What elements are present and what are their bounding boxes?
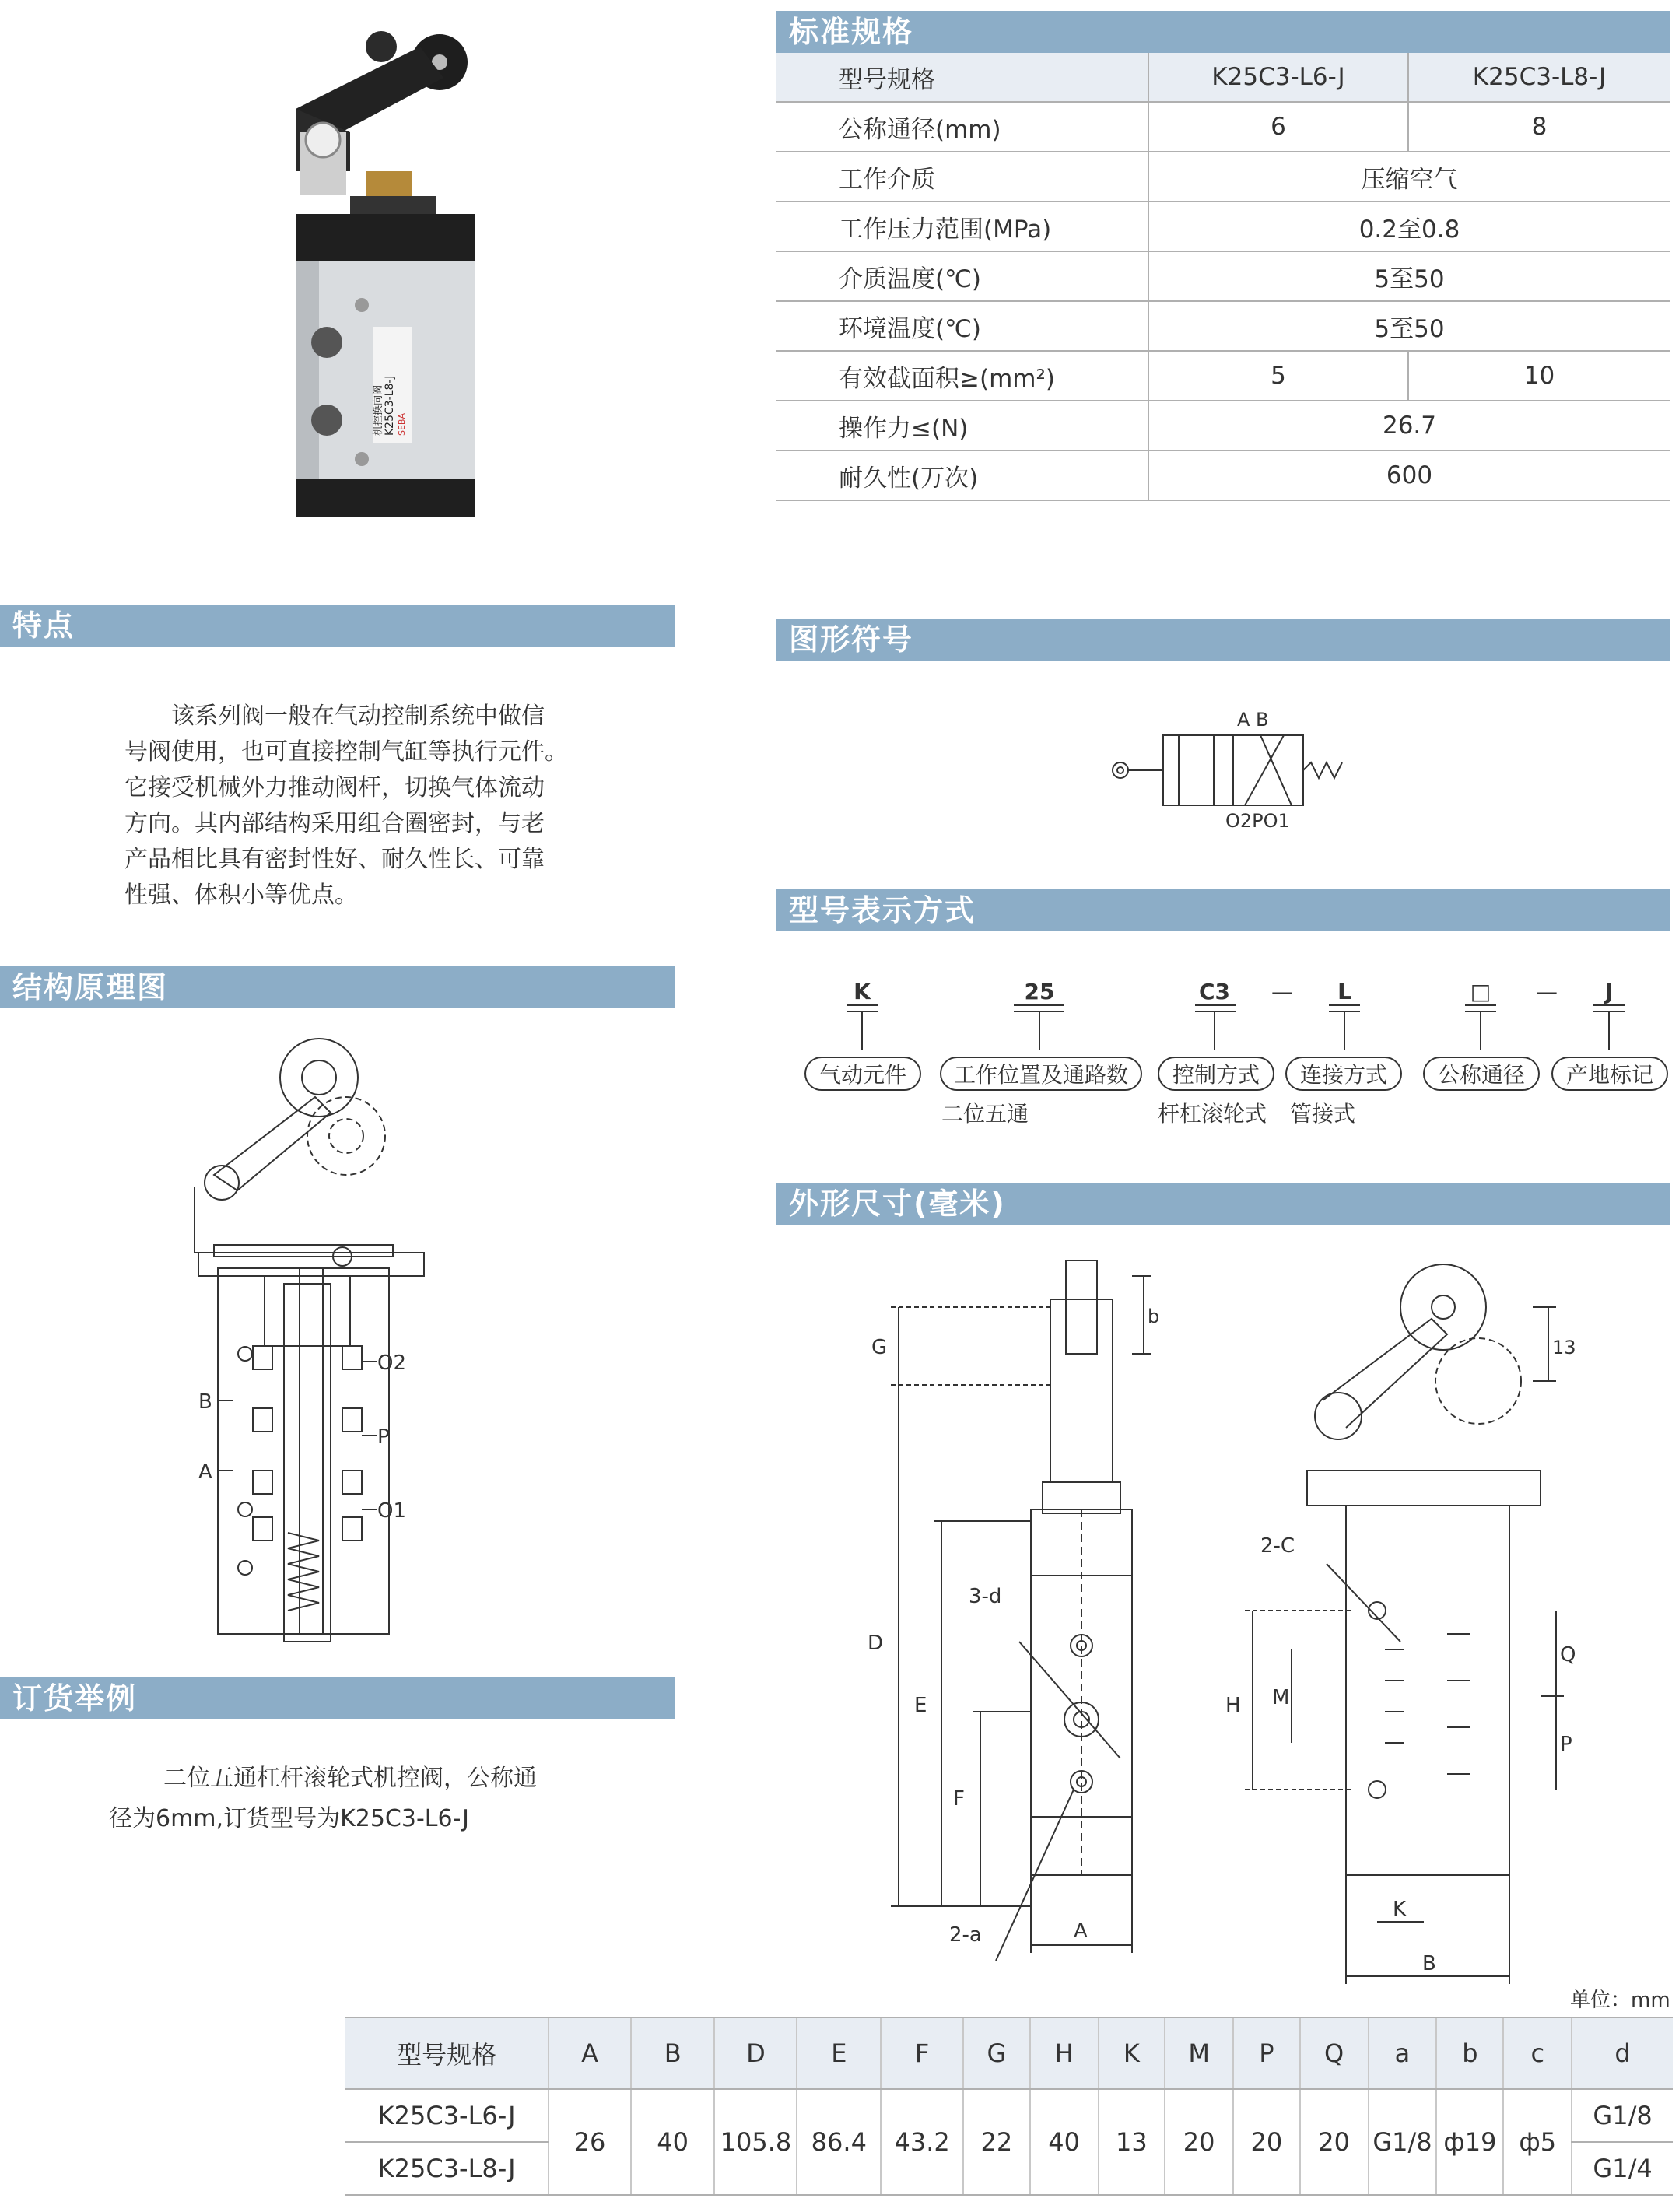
spec-row-label: 公称通径(mm) — [776, 102, 1148, 152]
model-pill-positions: 工作位置及通路数 — [940, 1057, 1142, 1091]
port-label-a: A — [198, 1460, 212, 1484]
spec-row — [776, 152, 1670, 202]
dim-value-cell: 40 — [1030, 2089, 1099, 2195]
spec-header-row — [776, 53, 1670, 102]
dim-value-cell: 22 — [963, 2089, 1030, 2195]
dims-section-title: 外形尺寸(毫米) — [789, 1187, 1006, 1221]
features-line: 该系列阀一般在气动控制系统中做信 — [171, 703, 545, 730]
model-pill-bore: 公称通径 — [1423, 1057, 1540, 1091]
spec-row — [776, 102, 1670, 152]
dim-header-cell: 型号规格 — [345, 2017, 549, 2089]
dim-label-e: E — [914, 1694, 927, 1717]
dim-header-cell: E — [797, 2017, 881, 2089]
dim-label-q: Q — [1560, 1643, 1576, 1667]
dim-label-d: D — [868, 1632, 884, 1655]
spec-row-label: 操作力≤(N) — [776, 401, 1148, 450]
port-label-b: B — [198, 1390, 212, 1414]
model-code-j: J — [1604, 979, 1614, 1004]
model-code-box: □ — [1470, 979, 1491, 1004]
dim-model-cell: K25C3-L6-J — [345, 2089, 549, 2142]
model-code-c3: C3 — [1198, 979, 1231, 1004]
dim-header-cell: Q — [1300, 2017, 1369, 2089]
features-line: 方向。其内部结构采用组合圈密封，与老 — [124, 810, 545, 837]
dim-header-cell: M — [1165, 2017, 1233, 2089]
dim-header-cell: P — [1233, 2017, 1300, 2089]
port-label-o2: O2 — [377, 1351, 407, 1375]
symbol-section-title: 图形符号 — [789, 622, 914, 657]
structure-section-title: 结构原理图 — [12, 970, 169, 1004]
model-pill-control: 控制方式 — [1158, 1057, 1274, 1091]
model-code-dash-2: — — [1536, 979, 1558, 1004]
dim-label-a: A — [1074, 1919, 1088, 1943]
dim-label-f: F — [953, 1787, 965, 1811]
dim-value-cell: 20 — [1165, 2089, 1233, 2195]
spec-row-value: 6 — [1148, 102, 1408, 152]
dim-label-13: 13 — [1552, 1337, 1576, 1358]
dim-header-cell: A — [549, 2017, 631, 2089]
order-line: 径为6mm,订货型号为K25C3-L6-J — [109, 1805, 469, 1832]
dim-header-cell: H — [1030, 2017, 1099, 2089]
model-pill-component: 气动元件 — [804, 1057, 921, 1091]
spec-section-title: 标准规格 — [789, 15, 914, 49]
spec-row-value: 5 — [1148, 351, 1408, 401]
order-line: 二位五通杠杆滚轮式机控阀，公称通 — [163, 1765, 537, 1792]
dim-header-cell: D — [714, 2017, 797, 2089]
features-section-title: 特点 — [12, 608, 75, 643]
order-section-bar — [0, 1677, 675, 1719]
dim-header-cell: G — [963, 2017, 1030, 2089]
dim-label-b-side: B — [1422, 1952, 1436, 1975]
features-section-bar — [0, 605, 675, 647]
dim-value-cell: G1/8 — [1369, 2089, 1437, 2195]
features-text — [124, 699, 607, 913]
model-code-l: L — [1337, 979, 1351, 1004]
spec-row-label: 环境温度(℃) — [776, 301, 1148, 351]
dim-d-cell: G1/8 — [1572, 2089, 1673, 2142]
dim-header-cell: a — [1369, 2017, 1437, 2089]
spec-row-value: 压缩空气 — [1148, 152, 1670, 202]
dim-value-cell: 13 — [1099, 2089, 1165, 2195]
model-pill-connection: 连接方式 — [1285, 1057, 1402, 1091]
dim-label-2c: 2-C — [1260, 1534, 1295, 1558]
spec-row — [776, 450, 1670, 500]
valve-symbol — [1105, 704, 1354, 836]
dim-d-cell: G1/4 — [1572, 2142, 1673, 2195]
spec-row-value: 10 — [1408, 351, 1670, 401]
dimension-table — [345, 2017, 1673, 2196]
dim-header-cell: F — [881, 2017, 963, 2089]
spec-row — [776, 351, 1670, 401]
product-label-model: K25C3-L8-J — [384, 375, 396, 436]
dim-label-m: M — [1272, 1686, 1290, 1709]
dim-value-cell: ф5 — [1503, 2089, 1572, 2195]
spec-row-label: 介质温度(℃) — [776, 251, 1148, 301]
model-sub-positions: 二位五通 — [941, 1101, 1029, 1127]
dim-label-b: b — [1148, 1306, 1160, 1327]
order-section-title: 订货举例 — [12, 1681, 138, 1716]
spec-row-label: 工作介质 — [776, 152, 1148, 202]
features-line: 产品相比具有密封性好、耐久性长、可靠 — [124, 846, 545, 873]
model-sub-control: 杆杠滚轮式 — [1158, 1101, 1267, 1127]
dim-value-cell: 105.8 — [714, 2089, 797, 2195]
symbol-label-top: A B — [1237, 709, 1269, 731]
model-sub-connection: 管接式 — [1290, 1101, 1356, 1127]
dim-header-cell: B — [631, 2017, 715, 2089]
dim-label-2a: 2-a — [949, 1923, 982, 1947]
dim-label-p: P — [1560, 1733, 1572, 1756]
model-code-25: 25 — [1024, 979, 1055, 1004]
dim-header-cell: K — [1099, 2017, 1165, 2089]
spec-table — [776, 53, 1670, 501]
port-label-p: P — [377, 1425, 390, 1449]
dim-label-3d: 3-d — [969, 1585, 1002, 1608]
model-pill-origin: 产地标记 — [1551, 1057, 1668, 1091]
model-section-title: 型号表示方式 — [789, 893, 976, 927]
model-section-bar — [776, 889, 1670, 931]
dimension-drawing — [856, 1245, 1649, 1984]
product-label-name: 机控换向阀 — [373, 384, 384, 436]
dim-label-k: K — [1393, 1898, 1407, 1921]
symbol-label-bottom: O2PO1 — [1225, 810, 1290, 832]
features-line: 它接受机械外力推动阀杆，切换气体流动 — [124, 774, 545, 801]
dim-header-cell: c — [1503, 2017, 1572, 2089]
spec-row-value: 8 — [1408, 102, 1670, 152]
product-photo — [265, 16, 514, 545]
spec-header-label: 型号规格 — [776, 53, 1148, 102]
structure-diagram — [179, 1035, 475, 1642]
spec-row — [776, 251, 1670, 301]
spec-section-bar — [776, 11, 1670, 53]
dim-value-cell: 20 — [1300, 2089, 1369, 2195]
order-text — [109, 1758, 638, 1839]
dim-value-cell: 20 — [1233, 2089, 1300, 2195]
spec-header-model-2: K25C3-L8-J — [1408, 53, 1670, 102]
dim-header-cell: b — [1436, 2017, 1503, 2089]
dim-row-l6 — [345, 2089, 1673, 2142]
unit-label: 单位：mm — [1570, 1989, 1670, 2012]
dim-header-cell: d — [1572, 2017, 1673, 2089]
dim-label-h: H — [1225, 1694, 1241, 1717]
spec-row — [776, 301, 1670, 351]
structure-section-bar — [0, 966, 675, 1008]
dim-value-cell: ф19 — [1436, 2089, 1503, 2195]
model-code-dash-1: — — [1271, 979, 1293, 1004]
spec-row-value: 26.7 — [1148, 401, 1670, 450]
spec-row-value: 600 — [1148, 450, 1670, 500]
dim-model-cell: K25C3-L8-J — [345, 2142, 549, 2195]
spec-row — [776, 401, 1670, 450]
product-label-brand: SEBA — [397, 412, 407, 436]
symbol-section-bar — [776, 619, 1670, 661]
model-code-k: K — [854, 979, 871, 1004]
spec-row-label: 工作压力范围(MPa) — [776, 202, 1148, 251]
dim-value-cell: 86.4 — [797, 2089, 881, 2195]
spec-row-value: 5至50 — [1148, 301, 1670, 351]
port-label-o1: O1 — [377, 1499, 407, 1523]
spec-row-value: 5至50 — [1148, 251, 1670, 301]
spec-row-label: 有效截面积≥(mm²) — [776, 351, 1148, 401]
features-line: 性强、体积小等优点。 — [124, 882, 358, 909]
dim-label-g: G — [871, 1336, 888, 1359]
spec-row — [776, 202, 1670, 251]
dim-header-row — [345, 2017, 1673, 2089]
dim-value-cell: 26 — [549, 2089, 631, 2195]
features-line: 号阀使用，也可直接控制气缸等执行元件。 — [124, 738, 568, 766]
dim-value-cell: 40 — [631, 2089, 715, 2195]
dim-value-cell: 43.2 — [881, 2089, 963, 2195]
spec-row-label: 耐久性(万次) — [776, 450, 1148, 500]
dims-section-bar — [776, 1183, 1670, 1225]
spec-row-value: 0.2至0.8 — [1148, 202, 1670, 251]
spec-header-model-1: K25C3-L6-J — [1148, 53, 1408, 102]
